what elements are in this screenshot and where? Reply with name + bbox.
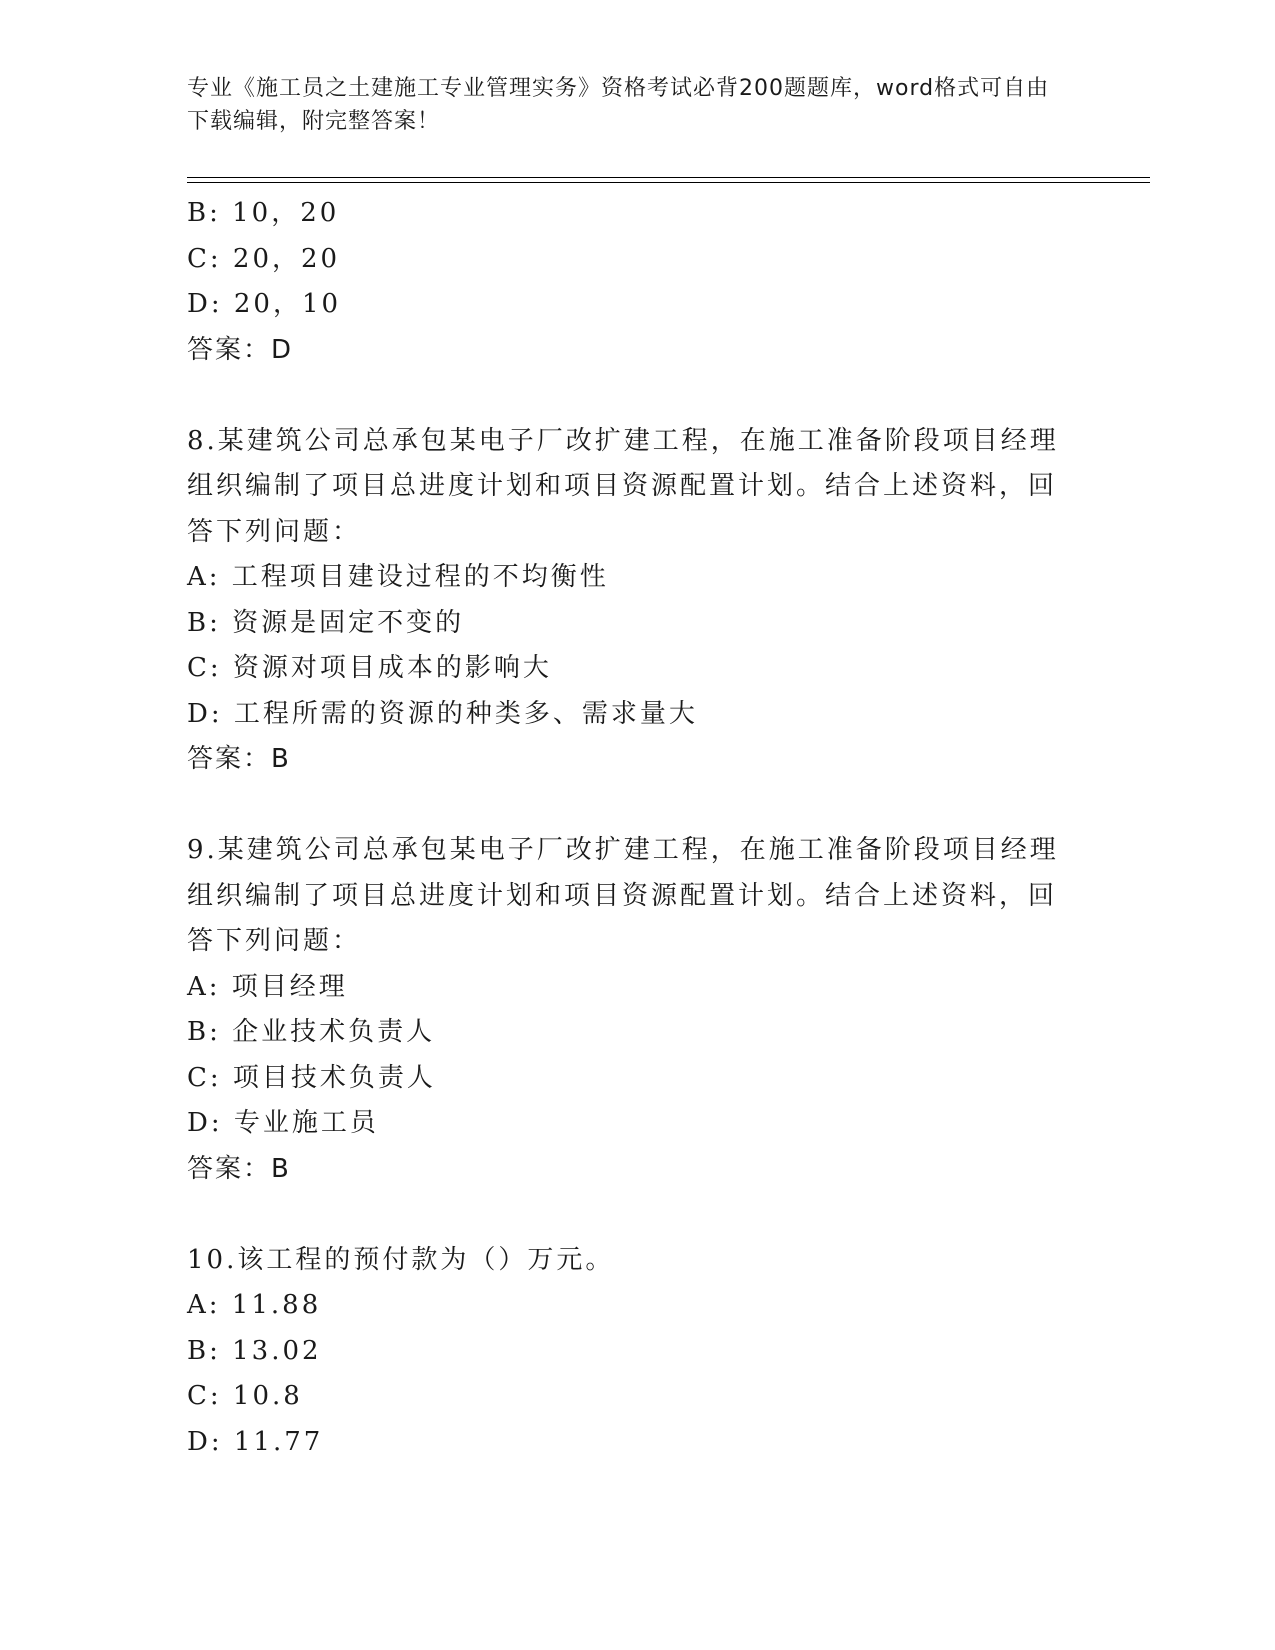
question-8: [187, 419, 1067, 783]
option-a: A: 工程项目建设过程的不均衡性: [187, 562, 609, 592]
spacer: [187, 783, 1067, 829]
option-c: C: 20，20: [187, 243, 341, 274]
option-a: A: 项目经理: [187, 971, 348, 1002]
document-body: [187, 191, 1067, 1465]
option-a: A: 11.88: [187, 1290, 322, 1320]
question-stem: 8.某建筑公司总承包某电子厂改扩建工程，在施工准备阶段项目经理组织编制了项目总进度计划和项目资源配置计划。结合上述资料，回答下列问题：: [187, 425, 1059, 547]
option-d: D: 20，10: [187, 289, 342, 319]
spacer: [187, 373, 1067, 419]
answer-line: 答案：B: [187, 1153, 291, 1184]
question-stem: 9.某建筑公司总承包某电子厂改扩建工程，在施工准备阶段项目经理组织编制了项目总进度计划和项目资源配置计划。结合上述资料，回答下列问题：: [187, 835, 1059, 956]
option-b: B: 资源是固定不变的: [187, 607, 465, 638]
question-stem: 10.该工程的预付款为（）万元。: [187, 1244, 615, 1275]
question-10: [187, 1238, 1067, 1466]
header-rule-bottom: [187, 182, 1150, 183]
question-9: [187, 828, 1067, 1192]
option-c: C: 项目技术负责人: [187, 1062, 436, 1093]
option-d: D: 11.77: [187, 1426, 324, 1457]
header-rule-top: [187, 177, 1150, 178]
option-b: B: 13.02: [187, 1335, 322, 1366]
option-c: C: 资源对项目成本的影响大: [187, 653, 552, 683]
option-d: D: 工程所需的资源的种类多、需求量大: [187, 698, 698, 729]
answer-line: 答案：B: [187, 744, 291, 774]
spacer: [187, 1192, 1067, 1238]
header-title: 专业《施工员之土建施工专业管理实务》资格考试必背200题题库，word格式可自由下载编辑，附完整答案！: [187, 76, 1050, 134]
option-b: B: 企业技术负责人: [187, 1017, 436, 1047]
option-b: B: 10，20: [187, 198, 340, 228]
option-c: C: 10.8: [187, 1381, 303, 1411]
option-d: D: 专业施工员: [187, 1108, 379, 1138]
continued-question: [187, 191, 1067, 373]
answer-line: 答案：D: [187, 334, 294, 365]
document-header: [187, 72, 1067, 138]
